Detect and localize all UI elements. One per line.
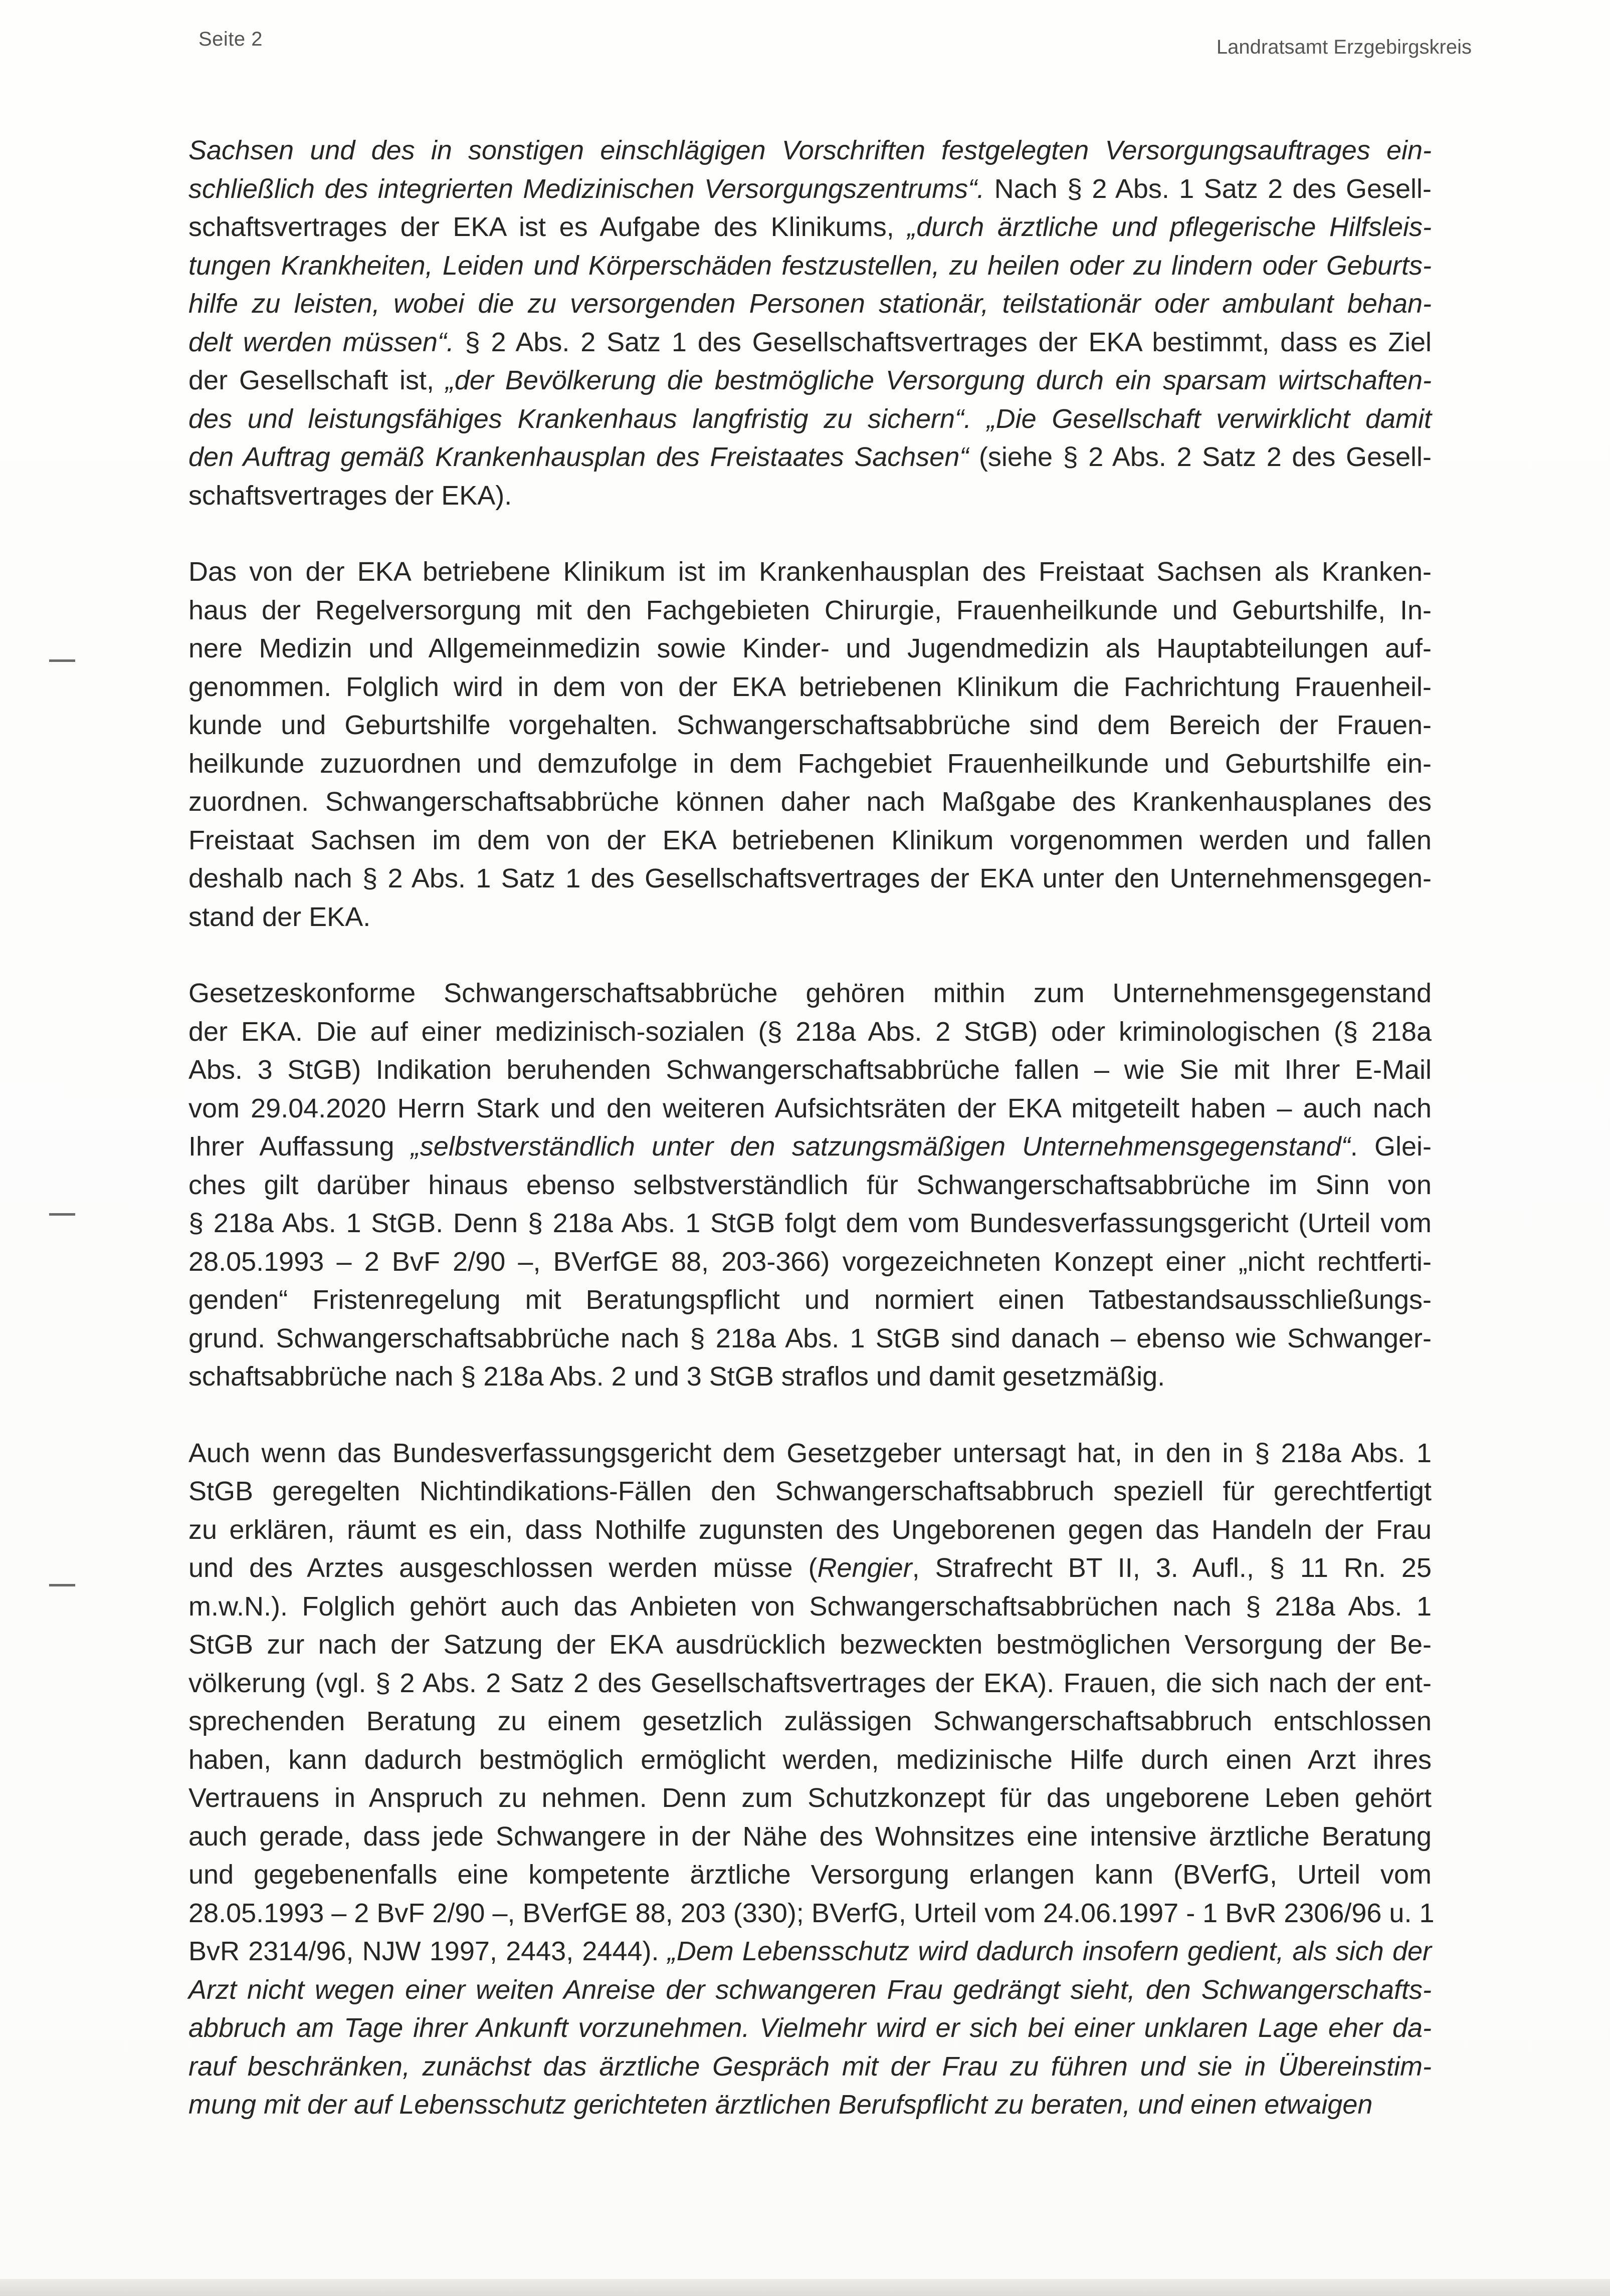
paragraph [188,131,1432,515]
text-line [188,1013,1432,1051]
text-run: haus der Regelversorgung mit den Fachgebieten Chirurgie, Frauenheilkunde und Geburtshilfe, In- [188,595,1432,625]
issuing-authority: Landratsamt Erzgebirgskreis [1216,36,1472,58]
text-run: ches gilt darüber hinaus ebenso selbstverständlich für Schwangerschaftsabbrüche im Sinn von [188,1170,1432,1200]
italic-quote: des und leistungsfähiges Krankenhaus langfristig zu sichern“. „Die Gesellschaft verwirklicht damit [188,403,1432,434]
italic-quote: den Auftrag gemäß Krankenhausplan des Freistaates Sachsen“ [188,442,969,472]
text-line [188,208,1432,247]
text-line [188,1357,1432,1396]
italic-quote: „Dem Lebensschutz wird dadurch insofern gedient, als sich der [667,1936,1432,1966]
text-run: kunde und Geburtshilfe vorgehalten. Schwangerschaftsabbrüche sind dem Bereich der Frauen- [188,710,1432,740]
text-line [188,323,1432,362]
text-run: Auch wenn das Bundesverfassungsgericht dem Gesetzgeber untersagt hat, in den in § 218a Abs. 1 [188,1438,1432,1468]
text-line [188,438,1432,477]
text-line [188,2009,1432,2047]
text-line [188,1549,1432,1587]
text-run: 28.05.1993 – 2 BvF 2/90 –, BVerfGE 88, 203-366) vorgezeichneten Konzept einer „nicht rechtferti- [188,1246,1432,1277]
italic-quote: „durch ärztliche und pflegerische Hilfsleis- [907,212,1432,242]
paragraph [188,553,1432,936]
italic-quote: tungen Krankheiten, Leiden und Körperschäden festzustellen, zu heilen oder zu lindern oder Geburts- [188,250,1432,281]
text-line [188,2086,1432,2124]
text-line [188,745,1432,783]
text-line [188,170,1432,208]
text-line [188,629,1432,668]
text-line [188,553,1432,591]
text-line [188,361,1432,400]
page-number: Seite 2 [198,28,263,50]
text-line [188,1434,1432,1473]
text-line [188,477,1432,515]
text-line [188,2047,1432,2086]
margin-mark [49,1213,75,1216]
text-line [188,1587,1432,1626]
text-run: StGB zur nach der Satzung der EKA ausdrücklich bezweckten bestmöglichen Versorgung der Be- [188,1630,1432,1660]
text-line [188,668,1432,707]
text-line [188,247,1432,285]
text-run: völkerung (vgl. § 2 Abs. 2 Satz 2 des Gesellschaftsvertrages der EKA). Frauen, die sich nach der ent- [188,1668,1432,1698]
text-run: vom 29.04.2020 Herrn Stark und den weiteren Aufsichtsräten der EKA mitgeteilt haben – auch nach [188,1093,1432,1123]
text-line [188,974,1432,1013]
text-line [188,1779,1432,1817]
text-line [188,400,1432,438]
text-run: der Gesellschaft ist, [188,365,446,395]
text-run: und des Arztes ausgeschlossen werden müsse ( [188,1553,818,1583]
margin-mark [49,659,75,662]
text-line [188,783,1432,821]
text-run: 28.05.1993 – 2 BvF 2/90 –, BVerfGE 88, 203 (330); BVerfG, Urteil vom 24.06.1997 - 1 BvR 2306/96 u. 1 [188,1898,1435,1928]
text-run: BvR 2314/96, NJW 1997, 2443, 2444). [188,1936,668,1966]
text-line [188,1971,1432,2009]
text-line [188,821,1432,860]
text-run: , Strafrecht BT II, 3. Aufl., § 11 Rn. 25 [912,1553,1432,1583]
text-run: der EKA. Die auf einer medizinisch-sozialen (§ 218a Abs. 2 StGB) oder kriminologischen (§ 218a [188,1016,1432,1047]
text-line [188,1472,1432,1511]
text-run: auch gerade, dass jede Schwangere in der Nähe des Wohnsitzes eine intensive ärztliche Beratung [188,1821,1432,1852]
italic-quote: Arzt nicht wegen einer weiten Anreise der schwangeren Frau gedrängt sieht, den Schwangerschafts- [188,1974,1432,2005]
text-line [188,1664,1432,1703]
text-run: nere Medizin und Allgemeinmedizin sowie Kinder- und Jugendmedizin als Hauptabteilungen auf- [188,633,1432,663]
text-line [188,1243,1432,1281]
text-line [188,1127,1432,1166]
text-line [188,1626,1432,1664]
text-line [188,1166,1432,1205]
text-run: schaftsvertrages der EKA). [188,480,512,511]
text-run: zuordnen. Schwangerschaftsabbrüche können daher nach Maßgabe des Krankenhausplanes des [188,787,1432,817]
text-run: genden“ Fristenregelung mit Beratungspflicht und normiert einen Tatbestandsausschließungs- [188,1285,1432,1315]
text-line [188,285,1432,323]
text-run: Nach § 2 Abs. 1 Satz 2 des Gesell- [984,173,1432,204]
text-line [188,1741,1432,1779]
text-run: zu erklären, räumt es ein, dass Nothilfe zugunsten des Ungeborenen gegen das Handeln der Frau [188,1514,1432,1545]
text-line [188,1817,1432,1856]
text-run: Ihrer Auffassung [188,1131,411,1162]
text-run: Gesetzeskonforme Schwangerschaftsabbrüche gehören mithin zum Unternehmensgegenstand [188,978,1432,1008]
letter-body [188,131,1435,2162]
italic-quote: „der Bevölkerung die bestmögliche Versorgung durch ein sparsam wirtschaften- [445,365,1432,395]
italic-quote: Rengier [817,1553,912,1583]
text-line [188,859,1432,898]
text-run: StGB geregelten Nichtindikations-Fällen den Schwangerschaftsabbruch speziell für gerechtfertigt [188,1476,1432,1506]
text-line [188,706,1432,745]
paragraph [188,974,1432,1396]
text-run: und gegebenenfalls eine kompetente ärztliche Versorgung erlangen kann (BVerfG, Urteil vom [188,1860,1432,1890]
text-run: Das von der EKA betriebene Klinikum ist im Krankenhausplan des Freistaat Sachsen als Kranken- [188,557,1432,587]
text-run: stand der EKA. [188,901,371,932]
text-run: § 2 Abs. 2 Satz 1 des Gesellschaftsvertrages der EKA bestimmt, dass es Ziel [454,327,1432,357]
text-run: grund. Schwangerschaftsabbrüche nach § 218a Abs. 1 StGB sind danach – ebenso wie Schwanger- [188,1323,1432,1353]
margin-mark [49,1584,75,1586]
text-run: sprechenden Beratung zu einem gesetzlich zulässigen Schwangerschaftsabbruch entschlossen [188,1706,1432,1736]
text-line [188,1511,1432,1549]
text-line [188,1319,1432,1358]
text-run: . Glei- [1350,1131,1432,1162]
italic-quote: mung mit der auf Lebensschutz gerichteten ärztlichen Berufspflicht zu beraten, und einen etwaigen [188,2090,1373,2120]
text-run: m.w.N.). Folglich gehört auch das Anbieten von Schwangerschaftsabbrüchen nach § 218a Abs. 1 [188,1591,1432,1622]
italic-quote: abbruch am Tage ihrer Ankunft vorzunehmen. Vielmehr wird er sich bei einer unklaren Lage eher da- [188,2013,1432,2043]
text-run: schaftsabbrüche nach § 218a Abs. 2 und 3 StGB straflos und damit gesetzmäßig. [188,1361,1165,1392]
italic-quote: delt werden müssen“. [188,327,454,357]
text-line [188,1051,1432,1089]
text-line [188,1204,1432,1243]
text-run: Vertrauens in Anspruch zu nehmen. Denn zum Schutzkonzept für das ungeborene Leben gehört [188,1783,1432,1813]
italic-quote: Sachsen und des in sonstigen einschlägigen Vorschriften festgelegten Versorgungsauftrages ein- [188,135,1432,165]
text-run: Abs. 3 StGB) Indikation beruhenden Schwangerschaftsabbrüche fallen – wie Sie mit Ihrer E-Mail [188,1055,1432,1085]
paragraph [188,1434,1435,2124]
text-line [188,1932,1432,1971]
text-line [188,1702,1432,1741]
text-line [188,131,1432,170]
text-run: schaftsvertrages der EKA ist es Aufgabe des Klinikums, [188,212,908,242]
text-run: § 218a Abs. 1 StGB. Denn § 218a Abs. 1 StGB folgt dem vom Bundesverfassungsgericht (Urteil vom [188,1208,1432,1238]
italic-quote: schließlich des integrierten Medizinischen Versorgungszentrums“. [188,173,985,204]
text-run: Freistaat Sachsen im dem von der EKA betriebenen Klinikum vorgenommen werden und fallen [188,825,1432,855]
italic-quote: rauf beschränken, zunächst das ärztliche Gespräch mit der Frau zu führen und sie in Übereinstim- [188,2051,1432,2082]
text-line [188,1894,1435,1933]
scan-edge [0,2279,1610,2296]
italic-quote: hilfe zu leisten, wobei die zu versorgenden Personen stationär, teilstationär oder ambulant behan- [188,289,1432,319]
text-run: heilkunde zuzuordnen und demzufolge in dem Fachgebiet Frauenheilkunde und Geburtshilfe ein- [188,748,1432,779]
text-line [188,898,1432,937]
text-run: haben, kann dadurch bestmöglich ermöglicht werden, medizinische Hilfe durch einen Arzt ihres [188,1744,1432,1775]
italic-quote: „selbstverständlich unter den satzungsmäßigen Unternehmensgegenstand“ [411,1131,1350,1162]
text-line [188,1281,1432,1319]
text-line [188,1089,1432,1128]
text-run: (siehe § 2 Abs. 2 Satz 2 des Gesell- [968,442,1432,472]
text-run: deshalb nach § 2 Abs. 1 Satz 1 des Gesellschaftsvertrages der EKA unter den Unternehmensgegen- [188,863,1432,893]
text-line [188,1856,1432,1894]
text-run: genommen. Folglich wird in dem von der EKA betriebenen Klinikum die Fachrichtung Frauenheil- [188,671,1432,702]
text-line [188,591,1432,630]
